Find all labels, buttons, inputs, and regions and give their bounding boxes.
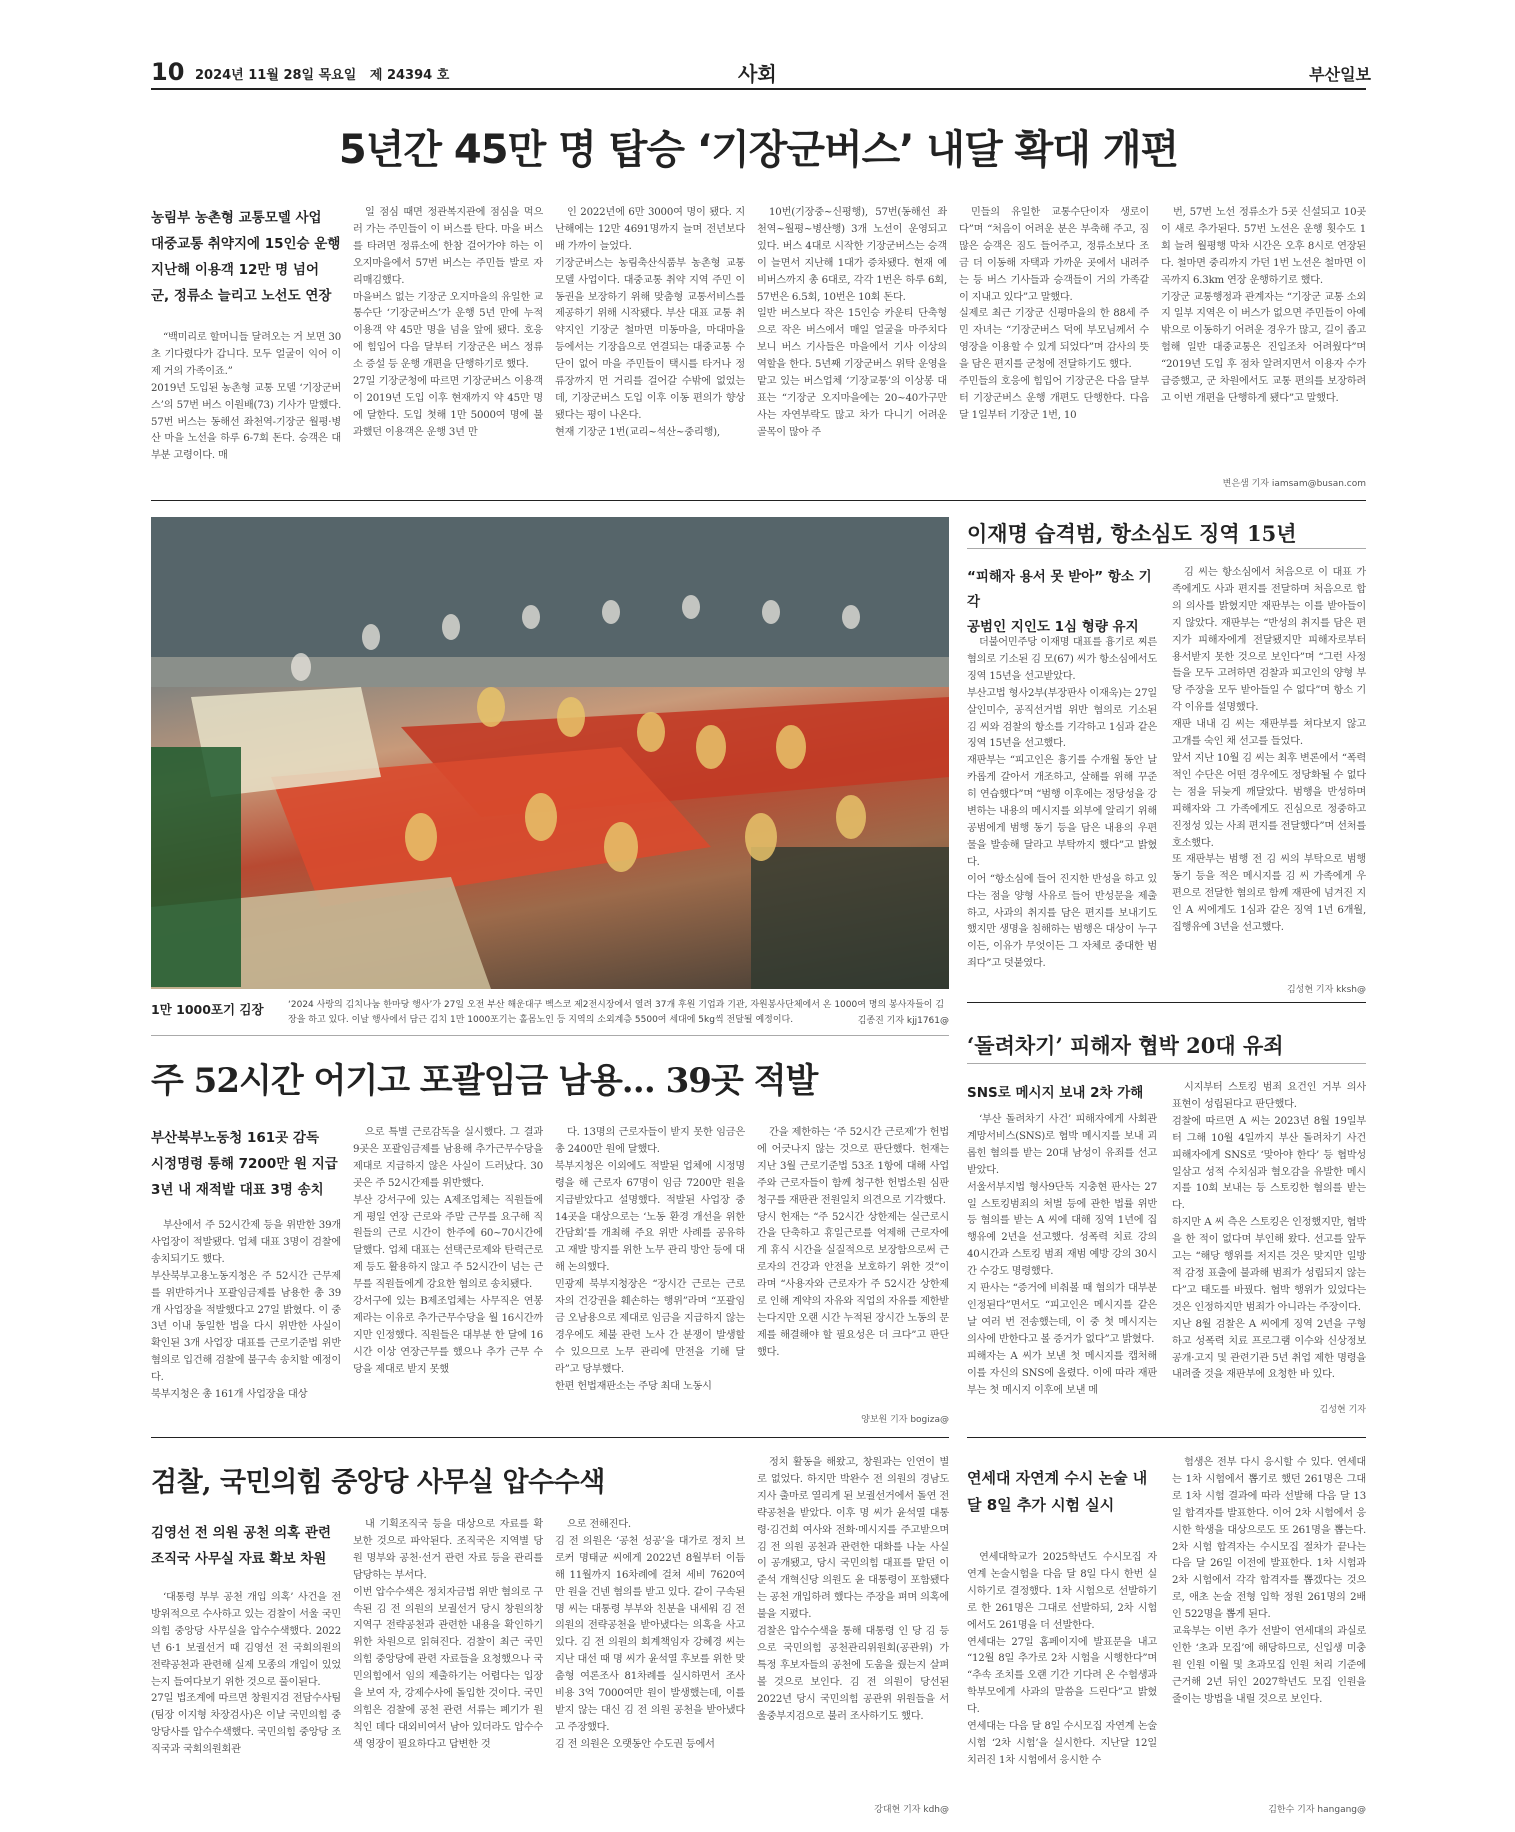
page-number: 10 [151, 58, 185, 86]
hours-headline: 주 52시간 어기고 포괄임금 남용… 39곳 적발 [151, 1061, 818, 1101]
bottom-right-divider [967, 1437, 1366, 1438]
photo-caption: ‘2024 사랑의 김치나눔 한마당 행사’가 27일 오전 부산 해운대구 벡스코 제2전시장에서 열려 37개 후원 기업과 기관, 자원봉사단체에서 온 1000여 명의 봉사자들이 김장을 하고 있다. 이날 행사에서 담근 김치 1만 1000포기는 홀몸노인 등 지역의 소외계층 5500여 세대에 5kg씩 전달될 예정이다. [288, 1000, 945, 1025]
main-column-1 [151, 330, 341, 490]
main-headline: 5년간 45만 명 탑승 ‘기장군버스’ 내달 확대 개편 [338, 127, 1179, 173]
main-text: 번, 57번 노선 정류소가 5곳 신설되고 10곳이 새로 추가된다. 57번 노선은 운행 횟수도 1회 늘려 월평행 막차 시간은 오후 8시로 연장된다. 철마면 중리까지 가던 1번 노선은 철마면 이곡까지 6.3km 연장 운행하기로 했다. 기장군 교통행정과 관계자는 “기장군 교통 소외지 일부 지역은 이 버스가 없으면 주민들이 아예 밖으로 이동하기 어려운 경우가 많고, 길이 좁고 험해 일반 대중교통은 진입조차 어려웠다”며 “2019년 도입 후 점차 알려지면서 이용자 수가 급증했고, 군 차원에서도 교통 편의를 보장하려고 이번 개편을 단행하게 됐다”고 말했다. [1161, 207, 1366, 404]
yonsei-text: 험생은 전부 다시 응시할 수 있다. 연세대는 1차 시험에서 뽑기로 했던 261명은 그대로 1차 시험 결과에 따라 선발해 다음 달 13일 합격자를 발표한다. 이어 2차 시험에서 응시한 학생을 대상으로도 또 261명을 뽑는다. 2차 시험 합격자는 수시모집 절차가 끝나는 다음 달 26일 이전에 발표한다. 1차 시험과 2차 시험에서 각각 합격자를 뽑겠다는 것으로, 애초 논술 전형 입학 정원 261명의 2배인 522명을 뽑게 된다. 교육부는 이번 추가 선발이 연세대의 과실로 인한 ‘초과 모집’에 해당하므로, 신입생 미충원 인원 이월 및 초과모집 인원 처리 기준에 근거해 2년 뒤인 2027학년도 모집 인원을 줄이는 방법을 내릴 것으로 보인다. [1172, 1457, 1366, 1705]
main-column-3 [555, 205, 745, 490]
lee-subhead-line: 공범인 지인도 1심 형량 유지 [967, 619, 1139, 635]
lee-subhead [967, 565, 1157, 640]
lee-rule [967, 548, 1366, 549]
yonsei-column-2 [1172, 1455, 1366, 1797]
hours-text: 다. 13명의 근로자들이 받지 못한 임금은 총 2400만 원에 달했다. 북부지청은 이외에도 적발된 업체에 시정명령을 해 근로자 67명이 임금 7200만 원을 지급받았다고 설명했다. 적발된 사업장 중 14곳을 대상으로는 ‘노동 환경 개선을 위한 간담회’를 개최해 주요 위반 사례를 공유하고 재발 방지를 위한 노무 관리 방안 등에 대해 논의했다. 민광제 북부지청장은 “장시간 근로는 근로자의 건강권을 훼손하는 행위”라며 “포괄임금 오남용으로 제대로 임금을 지급하지 않는 경우에도 체불 관련 노사 간 분쟁이 발생할 수 있으므로 노무 관리에 만전을 기해 달라”고 당부했다. 한편 헌법재판소는 주당 최대 노동시 [555, 1127, 745, 1392]
lee-byline: 김성현 기자 kksh@ [1286, 985, 1366, 995]
lee-text: 더불어민주당 이재명 대표를 흉기로 찌른 혐의로 기소된 김 모(67) 씨가 항소심에서도 징역 15년을 선고받았다. 부산고법 형사2부(부장판사 이재욱)는 27일 살인미수, 공직선거법 위반 혐의로 기소된 김 씨와 검찰의 항소를 기각하고 1심과 같은 징역 15년을 선고했다. 재판부는 “피고인은 흉기를 수개월 동안 날카롭게 갈아서 개조하고, 살해를 위해 꾸준히 연습했다”며 “범행 이후에는 정당성을 강변하는 내용의 메시지를 외부에 알리기 위해 공범에게 범행 동기 등을 담은 내용의 우편물을 발송해 달라고 부탁까지 했다”고 밝혔다. 이어 “항소심에 들어 진지한 반성을 하고 있다는 점을 양형 사유로 들어 반성문을 제출하고, 사과의 취지를 담은 편지를 보내기도 했지만 생명을 침해하는 범행은 대상이 누구이든, 이유가 무엇이든 그 자체로 중대한 범죄다”고 덧붙였다. [967, 637, 1157, 970]
prosecution-subhead [151, 1520, 341, 1572]
prosecution-headline: 검찰, 국민의힘 중앙당 사무실 압수수색 [151, 1467, 605, 1498]
lee-headline: 이재명 습격범, 항소심도 징역 15년 [967, 521, 1297, 546]
section-divider [151, 500, 1366, 501]
prosecution-subhead-line: 김영선 전 의원 공천 의혹 관련 [151, 1525, 331, 1541]
fraud-subhead [967, 1080, 1157, 1106]
fraud-text: 시지부터 스토킹 범죄 요건인 거부 의사 표현이 성립된다고 판단했다. 검찰에 따르면 A 씨는 2023년 8월 19일부터 그해 10월 4일까지 부산 돌려차기 사건 피해자에게 SNS로 ‘맞아야 한다’ 등 협박성 일삼고 성적 수치심과 혐오감을 유발한 메시지를 10회 보내는 등 스토킹한 혐의를 받는다. 하지만 A 씨 측은 스토킹은 인정했지만, 협박을 한 적이 없다며 부인해 왔다. 선고를 앞두고는 “해당 행위를 저지른 것은 맞지만 일방적 감정 표출에 불과해 범죄가 성립되지 않는다”고 태도를 바꿨다. 협박 행위가 있었다는 것은 인정하지만 범죄가 아니라는 주장이다. 지난 8월 검찰은 A 씨에게 징역 2년을 구형하고 성폭력 치료 프로그램 이수와 신상정보 공개·고지 및 관련기관 5년 취업 제한 명령을 내려줄 것을 재판부에 요청한 바 있다. [1172, 1082, 1366, 1381]
main-byline: 변은샘 기자 iamsam@busan.com [1222, 479, 1366, 489]
issue-date: 2024년 11월 28일 목요일 제 24394 호 [195, 68, 450, 83]
prosecution-byline: 강대현 기자 kdh@ [874, 1805, 949, 1815]
prosecution-text: 으로 전해진다. 김 전 의원은 ‘공천 성공’을 대가로 정치 브로커 명태균 씨에게 2022년 8월부터 이듬해 11월까지 16차례에 걸쳐 세비 7620여만 원을 건넨 혐의를 받고 있다. 같이 구속된 명 씨는 대통령 부부와 친분을 내세워 김 전 의원의 전략공천을 받아냈다는 의혹을 사고 있다. 김 전 의원의 회계책임자 강혜경 씨는 지난 대선 때 명 씨가 윤석열 후보를 위한 맞춤형 여론조사 81차례를 실시하면서 조사 비용 3억 7000여만 원이 발생했는데, 이를 받지 않는 대신 김 전 의원 공천을 받아냈다고 주장했다. 김 전 의원은 오랫동안 수도권 등에서 [555, 1519, 745, 1750]
lee-column-2 [1172, 565, 1366, 979]
prosecution-text: 정치 활동을 해왔고, 창원과는 인연이 별로 없었다. 하지만 박완수 전 의원의 경남도지사 출마로 열리게 된 보궐선거에서 돌연 전략공천을 받았다. 이후 명 씨가 윤석열 대통령·김건희 여사와 전화·메시지를 주고받으며 김 전 의원 공천과 관련한 대화를 나눈 사실이 공개됐고, 당시 국민의힘 대표를 맡던 이준석 개혁신당 의원도 윤 대통령이 포함됐다는 공천 개입하려 했다는 주장을 펴며 의혹에 불을 지폈다. 검찰은 압수수색을 통해 대통령 인 당 김 등으로 국민의힘 공천관리위원회(공관위) 가 특정 후보자들의 공천에 도움을 줬는지 살펴볼 것으로 보인다. 김 전 의원이 당선된 2022년 당시 국민의힘 공관위 위원들을 서울중부지검으로 불러 조사하기도 했다. [757, 1457, 949, 1722]
prosecution-text: 내 기획조직국 등을 대상으로 자료를 확보한 것으로 파악된다. 조직국은 지역별 당원 명부와 공천·선거 관련 자료 등을 관리를 담당하는 부서다. 이번 압수수색은 정치자금법 위반 혐의로 구속된 김 전 의원의 보궐선거 당시 창원의창 지역구 전략공천과 관련한 내용을 확인하기 위한 차원으로 읽혀진다. 검찰이 최근 국민의힘 중앙당에 관련 자료들을 요청했으나 국민의힘에서 임의 제출하기는 어렵다는 입장을 보여 자, 강제수사에 돌입한 것이다. 국민의힘은 검찰에 공천 관련 서류는 폐기가 원칙인 데다 대외비여서 남아 있더라도 압수수색 영장이 필요하다고 답변한 것 [353, 1519, 543, 1750]
main-subhead [151, 205, 341, 309]
hours-column-1 [151, 1218, 341, 1428]
main-subhead-line: 지난해 이용객 12만 명 넘어 [151, 262, 319, 278]
bottom-divider [151, 1437, 949, 1438]
main-subhead-line: 대중교통 취약지에 15인승 운행 [151, 236, 341, 252]
yonsei-column-1 [967, 1550, 1157, 1815]
main-column-2 [353, 205, 543, 490]
hours-top-rule [151, 1035, 949, 1036]
prosecution-subhead-line: 조직국 사무실 자료 확보 차원 [151, 1551, 327, 1567]
prosecution-column-2 [353, 1517, 543, 1815]
main-text: 10번(기장중~신평행), 57번(동해선 좌천역~월평~병산행) 3개 노선이 운영되고 있다. 버스 4대로 시작한 기장군버스는 승객이 늘면서 지난해 1대가 증차됐다. 현재 예비버스까지 총 6대로, 각각 1번은 하루 6회, 57번은 6.5회, 10번은 10회 돈다. 일반 버스보다 작은 15인승 카운티 단축형으로 작은 버스에서 매일 얼굴을 마주치다 보니 버스 기사들은 마을에서 기사 이상의 역할을 한다. 5년째 기장군버스 위탁 운영을 맡고 있는 버스업체 ‘기장교통’의 이상봉 대표는 “기장군 오지마을에는 20~40가구만 사는 자연부락도 많고 차가 다니기 어려운 골목이 많아 주 [757, 207, 947, 438]
fraud-column-2 [1172, 1080, 1366, 1400]
lee-column-1 [967, 635, 1157, 995]
photo-illustration [151, 517, 949, 989]
main-subhead-line: 농림부 농촌형 교통모델 사업 [151, 210, 322, 226]
main-column-5 [959, 205, 1149, 490]
lee-subhead-line: “피해자 용서 못 받아” 항소 기각 [967, 569, 1152, 610]
photo-credit: 김종진 기자 kjj1761@ [857, 1016, 949, 1026]
yonsei-headline: 연세대 자연계 수시 논술 내달 8일 추가 시험 실시 [967, 1469, 1148, 1514]
main-text: 민들의 유일한 교통수단이자 생로이다”며 “처음이 어려운 분은 부축해 주고, 짐 많은 승객은 짐도 들어주고, 정류소보다 조금 더 이동해 자택과 가까운 곳에서 내려주는 등 버스 기사들과 승객들이 거의 가족같이 지내고 있다”고 말했다. 실제로 최근 기장군 신평마을의 한 88세 주민 자녀는 “기장군버스 덕에 부모님께서 수영장을 이용할 수 있게 되었다”며 감사의 뜻을 담은 편지를 군청에 전달하기도 했다. 주민들의 호응에 힘입어 기장군은 다음 달부터 기장군버스 운행 개편도 단행한다. 다음 달 1일부터 기장군 1번, 10 [959, 207, 1149, 421]
fraud-byline: 김성현 기자 [1319, 1405, 1366, 1415]
hours-subhead-line: 부산북부노동청 161곳 감독 [151, 1130, 319, 1146]
prosecution-text: ‘대통령 부부 공천 개입 의혹’ 사건을 전방위적으로 수사하고 있는 검찰이 서울 국민의힘 중앙당 사무실을 압수수색했다. 2022년 6·1 보궐선거 때 김영선 전 국회의원의 전략공천과 관련해 실제 모종의 개입이 있었는지 들여다보기 위한 것으로 풀이된다. 27일 법조계에 따르면 창원지검 전담수사팀(팀장 이지형 차장검사)은 이날 국민의힘 중앙당사를 압수수색했다. 국민의힘 중앙당 조직국과 국회의원회관 [151, 1592, 341, 1756]
main-text: 인 2022년에 6만 3000여 명이 됐다. 지난해에는 12만 4691명까지 늘며 전년보다 배 가까이 늘었다. 기장군버스는 농림축산식품부 농촌형 교통모델 사업이다. 대중교통 취약 지역 주민 이동권을 보장하기 위해 맞춤형 교통서비스를 제공하기 위해 시작됐다. 부산 대표 교통 취약지인 기장군 철마면 미동마을, 마대마을 등에서는 기장읍으로 연결되는 대중교통 수단이 없어 마을 주민들이 택시를 타거나 정류장까지 먼 거리를 걸어갈 수밖에 없었는데, 기장군버스 도입 이후 이동 편의가 향상됐다는 평이 나온다. 현재 기장군 1번(교리~석산~중리행), [555, 207, 745, 438]
hours-subhead [151, 1125, 341, 1203]
header-rule [151, 88, 1366, 90]
main-subhead-line: 군, 정류소 늘리고 노선도 연장 [151, 288, 332, 304]
fraud-headline: ‘돌려차기’ 피해자 협박 20대 유죄 [967, 1033, 1284, 1058]
yonsei-byline: 김한수 기자 hangang@ [1268, 1805, 1366, 1815]
hours-column-4 [757, 1125, 949, 1408]
hours-text: 간을 제한하는 ‘주 52시간 근로제’가 헌법에 어긋나지 않는 것으로 판단했다. 헌재는 지난 3월 근로기준법 53조 1항에 대해 사업주와 근로자들이 함께 청구한 헌법소원 심판 청구를 재판관 전원일치 의견으로 기각했다. 당시 헌재는 “주 52시간 상한제는 실근로시간을 단축하고 휴일근로를 억제해 근로자에게 휴식 시간을 실질적으로 보장함으로써 근로자의 건강과 안전을 보호하기 위한 것”이라며 “사용자와 근로자가 주 52시간 상한제로 인해 계약의 자유와 직업의 자유를 제한받는다지만 오랜 시간 누적된 장시간 노동의 문제를 해결해야 할 필요성은 더 크다”고 판단했다. [757, 1127, 949, 1358]
kimchi-event-photo [151, 517, 949, 989]
prosecution-column-4 [757, 1455, 949, 1797]
main-text: 일 점심 때면 정관복지관에 점심을 먹으러 가는 주민들이 이 버스를 탄다. 마을 버스를 타려면 정류소에 한참 걸어가야 하는 이 오지마을에서 57번 버스는 주민들 발로 자리매김했다. 마을버스 없는 기장군 오지마을의 유일한 교통수단 ‘기장군버스’가 운행 5년 만에 누적 이용객 약 45만 명을 넘을 앞에 됐다. 호응에 힘입어 다음 달부터 기장군은 버스 정류소 증설 등 운행 개편을 단행하기로 했다. 27일 기장군청에 따르면 기장군버스 이용객이 2019년 도입 이후 현재까지 약 45만 명에 달한다. 도입 첫해 1만 5000여 명에 불과했던 이용객은 운행 3년 만 [353, 207, 543, 438]
main-column-6 [1161, 205, 1366, 473]
hours-text: 으로 특별 근로감독을 실시했다. 그 결과 9곳은 포괄임금제를 남용해 추가근무수당을 제대로 지급하지 않은 사실이 드러났다. 30곳은 주 52시간제를 위반했다. 부산 강서구에 있는 A제조업체는 직원들에게 평일 연장 근로와 주말 근무를 요구해 직원들의 근로 시간이 한주에 60~70시간에 달했다. 업체 대표는 선택근로제와 탄력근로제 등도 활용하지 않고 주 52시간이 넘는 근무를 직원들에게 강요한 혐의로 송치됐다. 강서구에 있는 B제조업체는 사무직은 연봉제라는 이유로 추가근무수당을 월 16시간까지만 인정했다. 직원들은 대부분 한 달에 16시간 이상 연장근무를 했으나 추가 근무 수당을 제대로 받지 못했 [353, 1127, 543, 1375]
hours-subhead-line: 3년 내 재적발 대표 3명 송치 [151, 1182, 324, 1198]
hours-column-2 [353, 1125, 543, 1427]
hours-column-3 [555, 1125, 745, 1427]
right-divider [967, 1002, 1366, 1003]
hours-text: 부산에서 주 52시간제 등을 위반한 39개 사업장이 적발됐다. 업체 대표 3명이 검찰에 송치되기도 했다. 부산북부고용노동지청은 주 52시간 근무제를 위반하거나 포괄임금제를 남용한 총 39개 사업장을 적발했다고 27일 밝혔다. 이 중 3년 이내 동일한 법을 다시 위반한 사실이 확인된 3개 사업장 대표를 근로기준법 위반 혐의로 입건해 검찰에 불구속 송치할 예정이다. 북부지청은 총 161개 사업장을 대상 [151, 1220, 341, 1401]
hours-subhead-line: 시정명령 통해 7200만 원 지급 [151, 1156, 338, 1172]
photo-title: 1만 1000포기 김장 [151, 1002, 264, 1017]
section-title: 사회 [738, 62, 777, 86]
prosecution-column-1 [151, 1590, 341, 1815]
prosecution-column-3 [555, 1517, 745, 1815]
fraud-text: ‘부산 돌려차기 사건’ 피해자에게 사회관계망서비스(SNS)로 협박 메시지를 보내 괴롭힌 혐의를 받는 20대 남성이 유죄를 선고받았다. 서울서부지법 형사9단독 지충현 판사는 27일 스토킹범죄의 처벌 등에 관한 법률 위반 등 혐의를 받는 A 씨에 대해 징역 1년에 집행유예 2년을 선고했다. 성폭력 치료 강의 40시간과 스토킹 범죄 재범 예방 강의 30시간 수강도 명령했다. 지 판사는 “증거에 비춰볼 때 혐의가 대부분 인정된다”면서도 “피고인은 메시지를 같은 날 여러 번 전송했는데, 이 중 첫 메시지는 의사에 반한다고 볼 증거가 없다”고 밝혔다. 피해자는 A 씨가 보낸 첫 메시지를 캡처해 이를 자신의 SNS에 올렸다. 이에 따라 재판부는 첫 메시지 이후에 보낸 메 [967, 1114, 1157, 1396]
fraud-subhead-line: SNS로 메시지 보내 2차 가해 [967, 1085, 1144, 1101]
newspaper-name: 부산일보 [1309, 65, 1371, 84]
hours-byline: 양보원 기자 bogiza@ [861, 1415, 949, 1425]
main-column-4 [757, 205, 947, 490]
fraud-rule [967, 1063, 1366, 1064]
fraud-column-1 [967, 1112, 1157, 1417]
yonsei-text: 연세대학교가 2025학년도 수시모집 자연계 논술시험을 다음 달 8일 다시 한번 실시하기로 결정했다. 1차 시험으로 선발하기로 한 261명은 그대로 선발하되, 2차 시험에서도 261명을 더 선발한다. 연세대는 27일 홈페이지에 발표문을 내고 “12월 8일 추가로 2차 시험을 시행한다”며 “추속 조치를 오랜 기간 기다려 온 수험생과 학부모에게 사과의 말씀을 드린다”고 밝혔다. 연세대는 다음 달 8일 수시모집 자연계 논술시험 ‘2차 시험’을 실시한다. 지난달 12일 치러진 1차 시험에서 응시한 수 [967, 1552, 1157, 1766]
main-text: “백미리로 할머니들 달려오는 거 보면 30초 기다렸다가 갑니다. 모두 얼굴이 익어 이제 거의 가족이죠.” 2019년 도입된 농촌형 교통 모델 ‘기장군버스’의 57번 버스 이원배(73) 기사가 말했다. 57번 버스는 동해선 좌천역-기장군 월평·병산 마을 노선을 하루 6-7회 돈다. 승객은 대부분 고령이다. 매 [151, 332, 341, 462]
lee-text: 김 씨는 항소심에서 처음으로 이 대표 가족에게도 사과 편지를 전달하며 처음으로 합의 의사를 밝혔지만 재판부는 이를 받아들이지 않았다. 재판부는 “반성의 취지를 담은 편지가 피해자에게 전달됐지만 피해자로부터 용서받지 못한 것으로 보인다”며 “그런 사정들을 모두 고려하면 검찰과 피고인의 양형 부당 주장을 모두 받아들일 수 없다”며 항소 기각 이유를 설명했다. 재판 내내 김 씨는 재판부를 쳐다보지 않고 고개를 숙인 채 선고를 들었다. 앞서 지난 10월 김 씨는 최후 변론에서 “폭력적인 수단은 어떤 경우에도 정당화될 수 없다는 점을 뒤늦게 깨달았다. 범행을 반성하며 피해자와 그 가족에게도 진심으로 정중하고 진정성 있는 사죄 편지를 전달했다”며 선처를 호소했다. 또 재판부는 범행 전 김 씨의 부탁으로 범행 동기 등을 적은 메시지를 김 씨 가족에게 우편으로 전달한 혐의로 함께 재판에 넘겨진 지인 A 씨에게도 1심과 같은 징역 1년 6개월, 집행유예 3년을 선고했다. [1172, 567, 1366, 934]
